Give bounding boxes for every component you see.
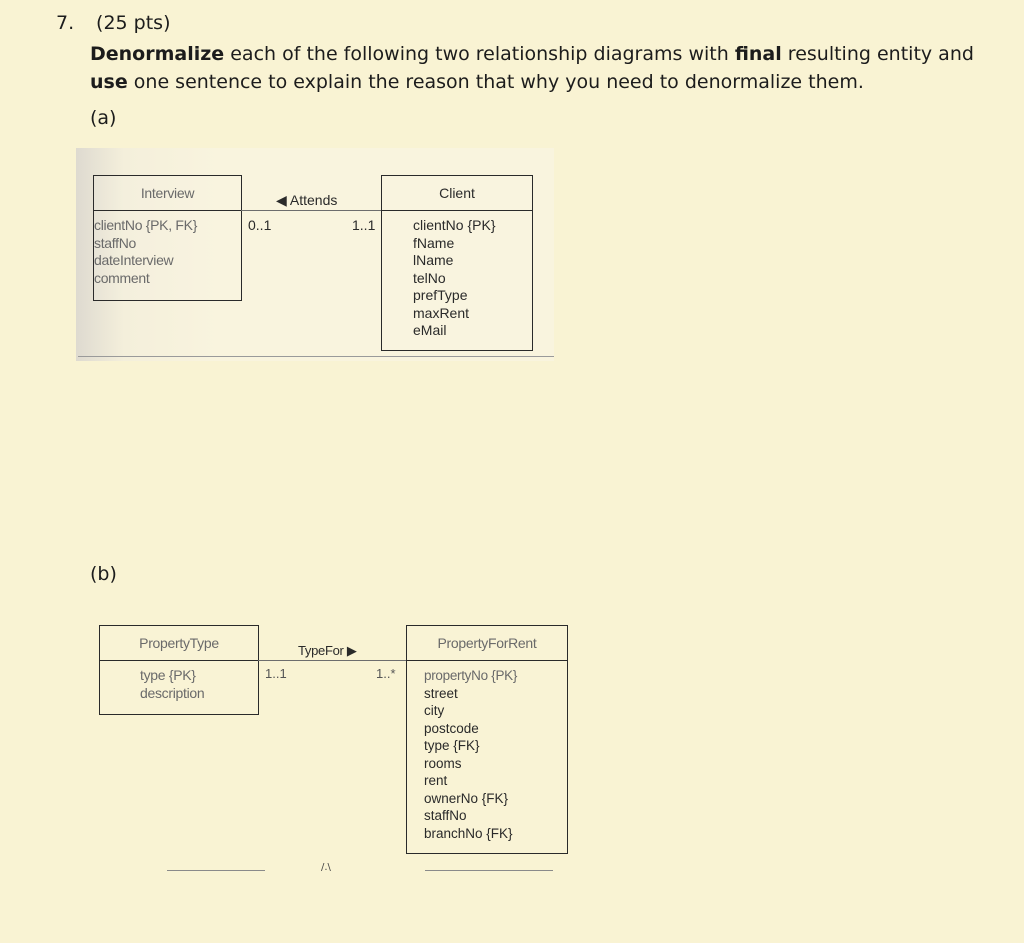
relationship-a-label: ◀ Attends [276,192,338,208]
attribute: staffNo [94,234,136,251]
attribute: ownerNo {FK} [424,790,509,806]
attribute: street [424,685,458,701]
multiplicity-a-left: 0..1 [248,217,272,233]
diagram-b-baseline-left [167,870,265,871]
attribute: clientNo {PK, FK} [94,217,198,233]
entity-client-name: Client [382,176,532,211]
attribute: maxRent [413,304,470,321]
attribute: branchNo {FK} [424,825,513,841]
attribute: postcode [424,720,479,736]
diagram-a-baseline [78,356,554,357]
attribute: staffNo [424,808,467,823]
attribute: comment [94,269,150,286]
relationship-a-line [241,210,381,211]
instruction-keyword-use: use [90,71,128,93]
entity-interview [93,175,242,301]
relationship-b-label: TypeFor ▶ [298,643,357,658]
instruction-keyword-denormalize: Denormalize [90,43,225,65]
multiplicity-b-left: 1..1 [265,666,287,681]
entity-property-type-name: PropertyType [100,626,258,661]
entity-property-for-rent [406,625,568,854]
attribute: propertyNo {PK} [424,668,518,683]
attribute: fName [413,234,455,251]
attribute: telNo [413,269,446,286]
attribute: clientNo {PK} [413,217,496,233]
attribute: description [140,684,205,701]
entity-property-type [99,625,259,715]
diagram-b-baseline-right [425,870,553,871]
attribute: rooms [424,755,462,771]
question-instructions: Denormalize each of the following two relationship diagrams with final resulting entity and use one sentence to explain the reason that why you need to denormalize them. [90,43,974,93]
attribute: eMail [413,322,447,338]
multiplicity-b-right: 1..* [376,666,396,681]
attribute: lName [413,252,454,268]
attribute: dateInterview [94,252,174,268]
attribute: type {PK} [140,667,196,683]
attribute: city [424,703,445,718]
entity-property-type-attributes [100,661,258,706]
diagram-b-footer-mark: /.\ [321,862,331,873]
entity-client-attributes [382,211,532,344]
entity-interview-name: Interview [94,176,241,211]
question-number: 7. [56,12,75,34]
entity-property-for-rent-attributes [407,661,567,846]
relationship-b-line [258,660,406,661]
question-header [56,12,171,34]
attribute: prefType [413,287,468,303]
entity-interview-attributes [94,211,241,291]
entity-property-for-rent-name: PropertyForRent [407,626,567,661]
question-points: (25 pts) [96,12,171,34]
part-b-label: (b) [90,563,117,585]
part-a-label: (a) [90,107,117,129]
multiplicity-a-right: 1..1 [352,217,376,233]
instruction-keyword-final: final [734,43,782,65]
attribute: type {FK} [424,738,480,753]
entity-client [381,175,533,351]
attribute: rent [424,773,448,788]
